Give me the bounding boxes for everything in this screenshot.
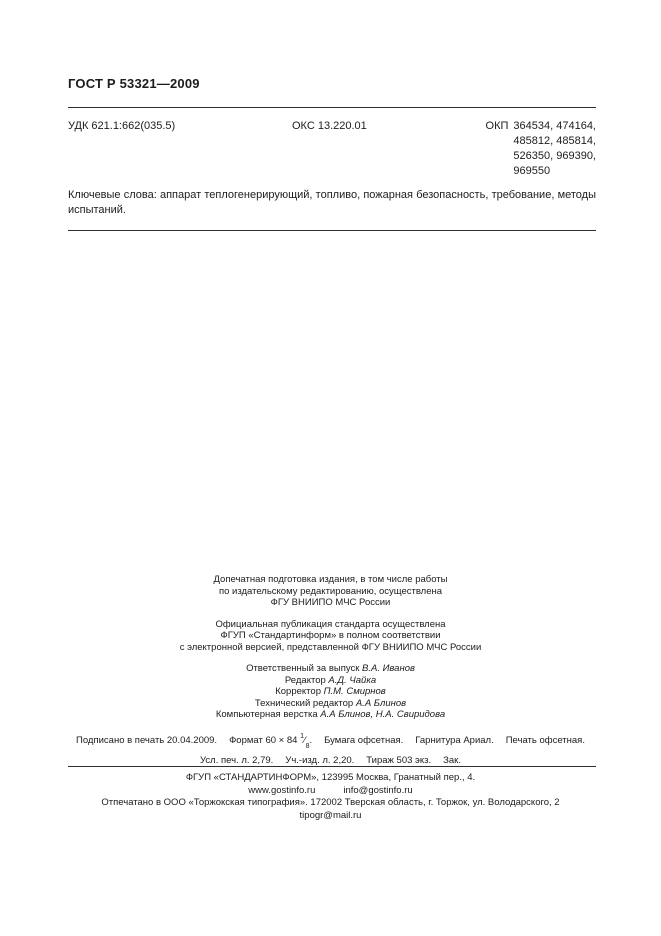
oks-code: ОКС 13.220.01 [292,120,367,132]
one-eighth-fraction: $^1⁄_8$ [300,733,310,751]
publication-line: с электронной версией, представленной ФГУ ВНИИПО МЧС России [179,641,482,653]
printer-address: Отпечатано в ООО «Торжокская типография». 172002 Тверская область, г. Торжок, ул. Володарского, 2 [101,797,560,808]
okp-line: 485812, 485814, [513,135,596,147]
imprint-typeface: Гарнитура Ариал. [415,735,494,747]
staff-role: Компьютерная верстка [215,709,318,720]
imprint-pub-sheets: Уч.-изд. л. 2,20. [285,755,355,767]
keywords-paragraph: Ключевые слова: аппарат теплогенерирующий, топливо, пожарная безопасность, требование, методы испытаний. [68,189,596,216]
staff-role: Технический редактор [254,697,354,709]
keywords-rule [68,230,596,231]
bottom-rule [68,766,596,767]
staff-row [0,675,661,687]
staff-row [0,709,661,721]
prepress-line: ФГУ ВНИИПО МЧС России [270,597,391,608]
okp-line: 526350, 969390, [513,150,596,162]
staff-name: В.А. Иванов [362,663,415,674]
staff-row [0,663,661,675]
prepress-note [0,574,661,609]
staff-role: Редактор [284,674,326,686]
publisher-contacts [0,785,661,798]
publication-line: Официальная публикация стандарта осуществлена [215,618,446,630]
publication-note [0,619,661,654]
imprint-line-1 [0,732,661,751]
imprint-circulation: Тираж 503 экз. [366,755,432,767]
staff-list [0,663,661,721]
imprint-format: Формат 60 × 84 $^1⁄_8$. [229,733,313,751]
colophon-block [0,574,661,721]
staff-name: А.А Блинов [355,697,407,709]
okp-number-list [513,119,596,179]
imprint-order: Зак. [443,755,461,767]
publisher-address: ФГУП «СТАНДАРТИНФОРМ», 123995 Москва, Гранатный пер., 4. [185,772,476,783]
staff-role: Ответственный за выпуск [246,663,360,674]
okp-label: ОКП [485,120,509,132]
staff-role: Корректор [275,686,321,697]
doc-number: ГОСТ Р 53321—2009 [68,76,200,91]
okp-code [486,119,596,179]
okp-line: 969550 [513,165,551,177]
staff-name: А.Д. Чайка [328,674,377,686]
prepress-line: Допечатная подготовка издания, в том числе работы [213,574,448,585]
publisher-website: www.gostinfo.ru [248,784,316,796]
printer-email: tipogr@mail.ru [299,809,362,821]
imprint-conv-sheets: Усл. печ. л. 2,79. [200,755,274,767]
okp-line: 364534, 474164, [513,120,596,132]
staff-name: П.М. Смирнов [323,686,386,697]
imprint-print-method: Печать офсетная. [505,735,585,747]
publication-line: ФГУП «Стандартинформ» в полном соответствии [220,630,441,641]
staff-row [0,698,661,710]
imprint-signed: Подписано в печать 20.04.2009. [76,735,218,747]
udk-code: УДК 621.1:662(035.5) [68,120,176,132]
staff-row [0,686,661,698]
imprint-block [0,732,661,767]
staff-name: А.А Блинов, Н.А. Свиридова [320,709,446,720]
publisher-block [0,772,661,822]
publisher-email: info@gostinfo.ru [343,784,413,796]
top-rule [68,107,596,108]
prepress-line: по издательскому редактированию, осуществлена [218,585,443,597]
imprint-paper: Бумага офсетная. [324,735,404,747]
